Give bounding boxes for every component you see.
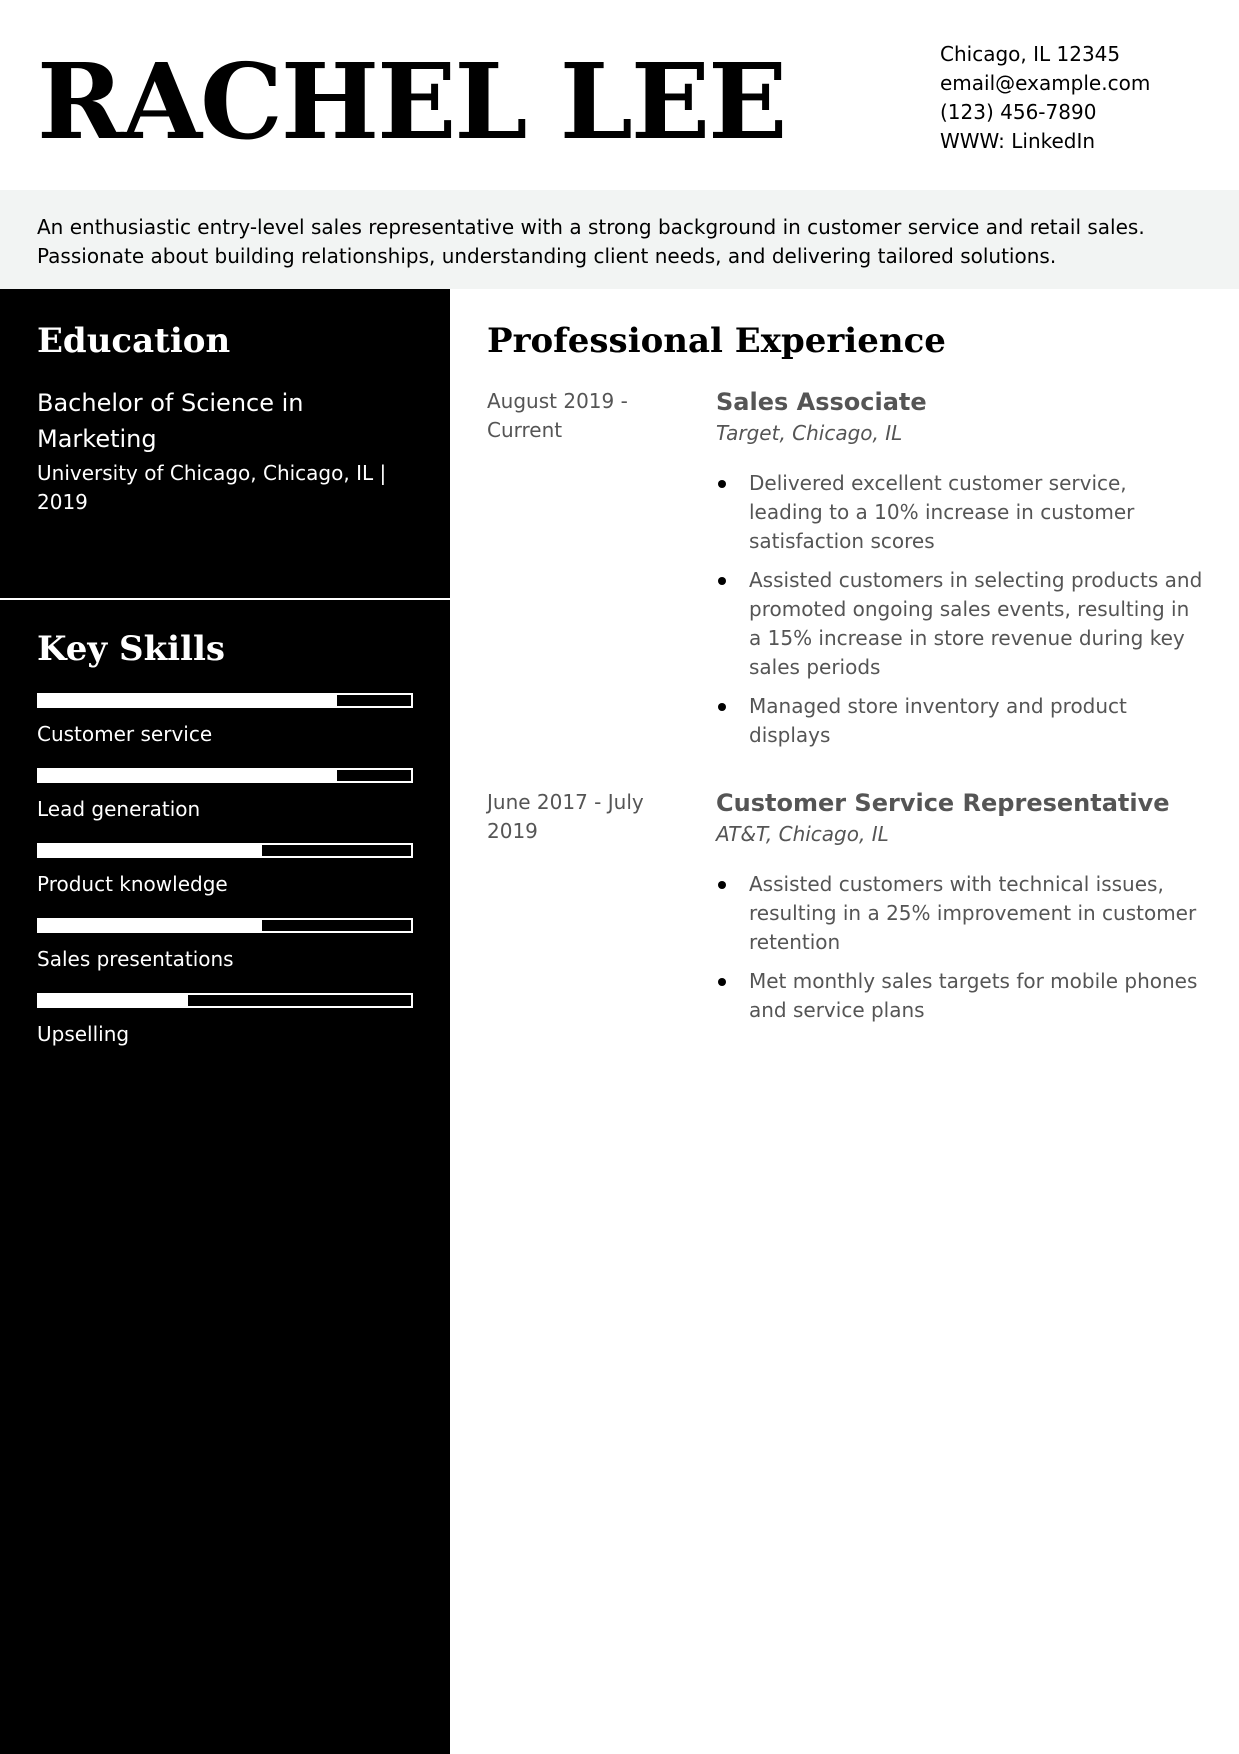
job-company: AT&T, Chicago, IL [716,822,889,846]
skill-level-bar [37,843,413,858]
education-heading: Education [37,321,231,361]
skill-label: Product knowledge [37,872,228,896]
skill-level-fill [39,770,337,781]
job-bullet-text: Assisted customers in selecting products and promoted ongoing sales events, resulting in a 15% increase in store revenue during key sales periods [749,568,1203,679]
skill-item [37,993,413,1068]
summary-line: Passionate about building relationships, understanding client needs, and delivering tailored solutions. [37,244,1057,268]
job-dates: June 2017 - July 2019 [487,790,644,843]
skill-level-fill [39,845,262,856]
job-dates: August 2019 - Current [487,389,628,442]
job-bullet [716,692,1206,750]
skill-level-bar [37,993,413,1008]
job-details [716,788,1206,1035]
sidebar-divider [0,598,450,600]
skill-level-fill [39,920,262,931]
job-bullet-text: Managed store inventory and product displays [749,694,1127,747]
skill-item [37,843,413,918]
job-title: Customer Service Representative [716,789,1170,817]
job-bullet-text: Met monthly sales targets for mobile phones and service plans [749,969,1198,1022]
education-school: University of Chicago, Chicago, IL | 2019 [37,461,387,514]
skill-label: Sales presentations [37,947,234,971]
job-title: Sales Associate [716,388,927,416]
skill-label: Customer service [37,722,213,746]
bullet-dot-icon [718,480,726,488]
skill-level-fill [39,695,337,706]
summary-section [0,190,1239,289]
job-bullet [716,967,1206,1025]
experience-heading: Professional Experience [487,321,946,361]
skill-label: Upselling [37,1022,130,1046]
job-bullet [716,469,1206,556]
job-company: Target, Chicago, IL [716,421,903,445]
bullet-dot-icon [718,881,726,889]
job-bullet-list [716,870,1206,1025]
education-degree: Bachelor of Science in Marketing [37,389,304,453]
skill-item [37,768,413,843]
skill-item [37,918,413,993]
contact-website[interactable]: WWW: LinkedIn [940,129,1096,153]
summary-line: An enthusiastic entry-level sales representative with a strong background in customer service and retail sales. [37,215,1145,239]
job-bullet-text: Delivered excellent customer service, leading to a 10% increase in customer satisfaction scores [749,471,1135,553]
job-details [716,387,1206,760]
skills-heading: Key Skills [37,629,226,669]
skill-level-bar [37,693,413,708]
job-bullet-text: Assisted customers with technical issues, resulting in a 25% improvement in customer retention [749,872,1197,954]
bullet-dot-icon [718,978,726,986]
skill-label: Lead generation [37,797,201,821]
contact-phone[interactable]: (123) 456-7890 [940,100,1097,124]
contact-location: Chicago, IL 12345 [940,42,1121,66]
resume-header [0,0,1239,190]
job-bullet [716,566,1206,682]
skills-list [37,693,413,1068]
bullet-dot-icon [718,703,726,711]
main-content [450,289,1239,1754]
skill-level-bar [37,768,413,783]
job-bullet [716,870,1206,957]
candidate-name: RACHEL LEE [37,40,786,163]
job-bullet-list [716,469,1206,750]
skill-level-bar [37,918,413,933]
contact-email[interactable]: email@example.com [940,71,1151,95]
sidebar [0,289,450,1754]
skill-level-fill [39,995,188,1006]
contact-info [940,40,1150,156]
skill-item [37,693,413,768]
bullet-dot-icon [718,577,726,585]
